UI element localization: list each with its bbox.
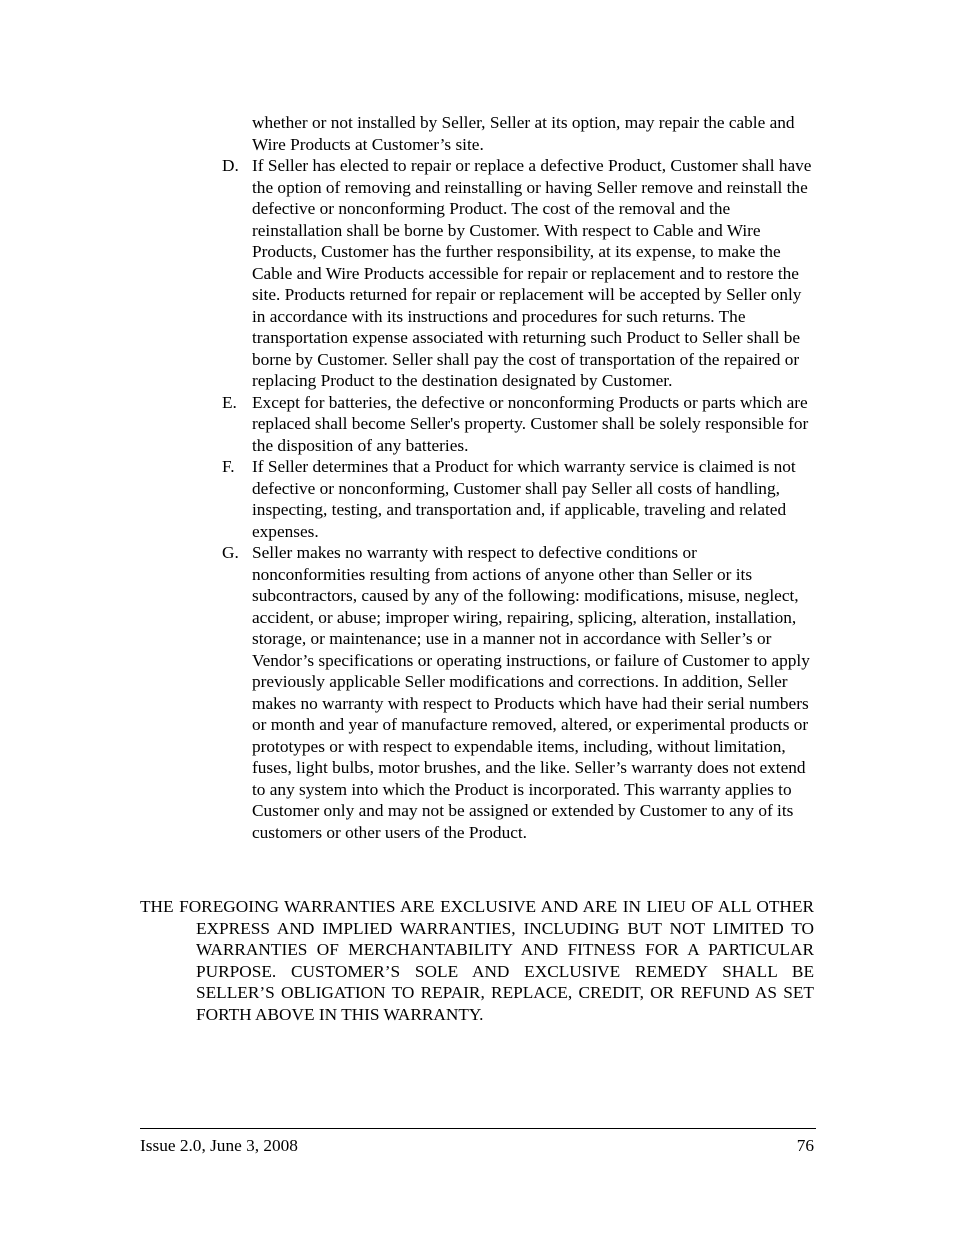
lettered-list (222, 155, 814, 843)
list-item-text: Seller makes no warranty with respect to defective conditions or nonconformities resulting from actions of anyone other than Seller or its subcontractors, caused by any of the following: modifications, misuse, neglect, accident, or abuse; improper wiring, repairing, splicing, alteration, installation, storage, or maintenance; use in a manner not in accordance with Seller’s or Vendor’s specifications or operating instructions, or failure of Customer to apply previously applicable Seller modifications and corrections. In addition, Seller makes no warranty with respect to Products which have had their serial numbers or month and year of manufacture removed, altered, or experimental products or prototypes or with respect to expendable items, including, without limitation, fuses, light bulbs, motor brushes, and the like. Seller’s warranty does not extend to any system into which the Product is incorporated. This warranty applies to Customer only and may not be assigned or extended by Customer to any of its customers or other users of the Product. (252, 543, 810, 842)
footer-issue: Issue 2.0, June 3, 2008 (140, 1136, 298, 1155)
list-item-g (222, 542, 814, 843)
footer-page-number: 76 (796, 1136, 814, 1155)
continuation-paragraph: whether or not installed by Seller, Seller at its option, may repair the cable and Wire Products at Customer’s site. (252, 113, 795, 154)
list-item-letter: G. (222, 543, 239, 562)
list-item-d (222, 155, 814, 392)
list-item-text: Except for batteries, the defective or nonconforming Products or parts which are replaced shall become Seller's property. Customer shall be solely responsible for the disposition of any batteries. (252, 392, 809, 455)
list-item-f (222, 456, 814, 542)
list-item-text: If Seller has elected to repair or replace a defective Product, Customer shall have the option of removing and reinstalling or having Seller remove and reinstall the defective or nonconforming Product. The cost of the removal and the reinstallation shall be borne by Customer. With respect to Cable and Wire Products, Customer has the further responsibility, at its expense, to make the Cable and Wire Products accessible for repair or replacement and to restore the site. Products returned for repair or replacement will be accepted by Seller only in accordance with its instructions and procedures for such returns. The transportation expense associated with returning such Product to Seller shall be borne by Customer. Seller shall pay the cost of transportation of the repaired or replacing Product to the destination designated by Customer. (252, 156, 812, 390)
list-item-e (222, 392, 814, 457)
list-item-letter: D. (222, 156, 239, 175)
list-item-text: If Seller determines that a Product for which warranty service is claimed is not defective or nonconforming, Customer shall pay Seller all costs of handling, inspecting, testing, and transportation and, if applicable, traveling and related expenses. (252, 457, 796, 541)
footer-divider (140, 1128, 816, 1129)
list-item-letter: E. (222, 392, 237, 412)
list-item-letter: F. (222, 457, 235, 476)
warranty-disclaimer: THE FOREGOING WARRANTIES ARE EXCLUSIVE AND ARE IN LIEU OF ALL OTHER EXPRESS AND IMPLIED WARRANTIES, INCLUDING BUT NOT LIMITED TO WARRANTIES OF MERCHANTABILITY AND FITNESS FOR A PARTICULAR PURPOSE. CUSTOMER’S SOLE AND EXCLUSIVE REMEDY SHALL BE SELLER’S OBLIGATION TO REPAIR, REPLACE, CREDIT, OR REFUND AS SET FORTH ABOVE IN THIS WARRANTY. (140, 897, 814, 1024)
